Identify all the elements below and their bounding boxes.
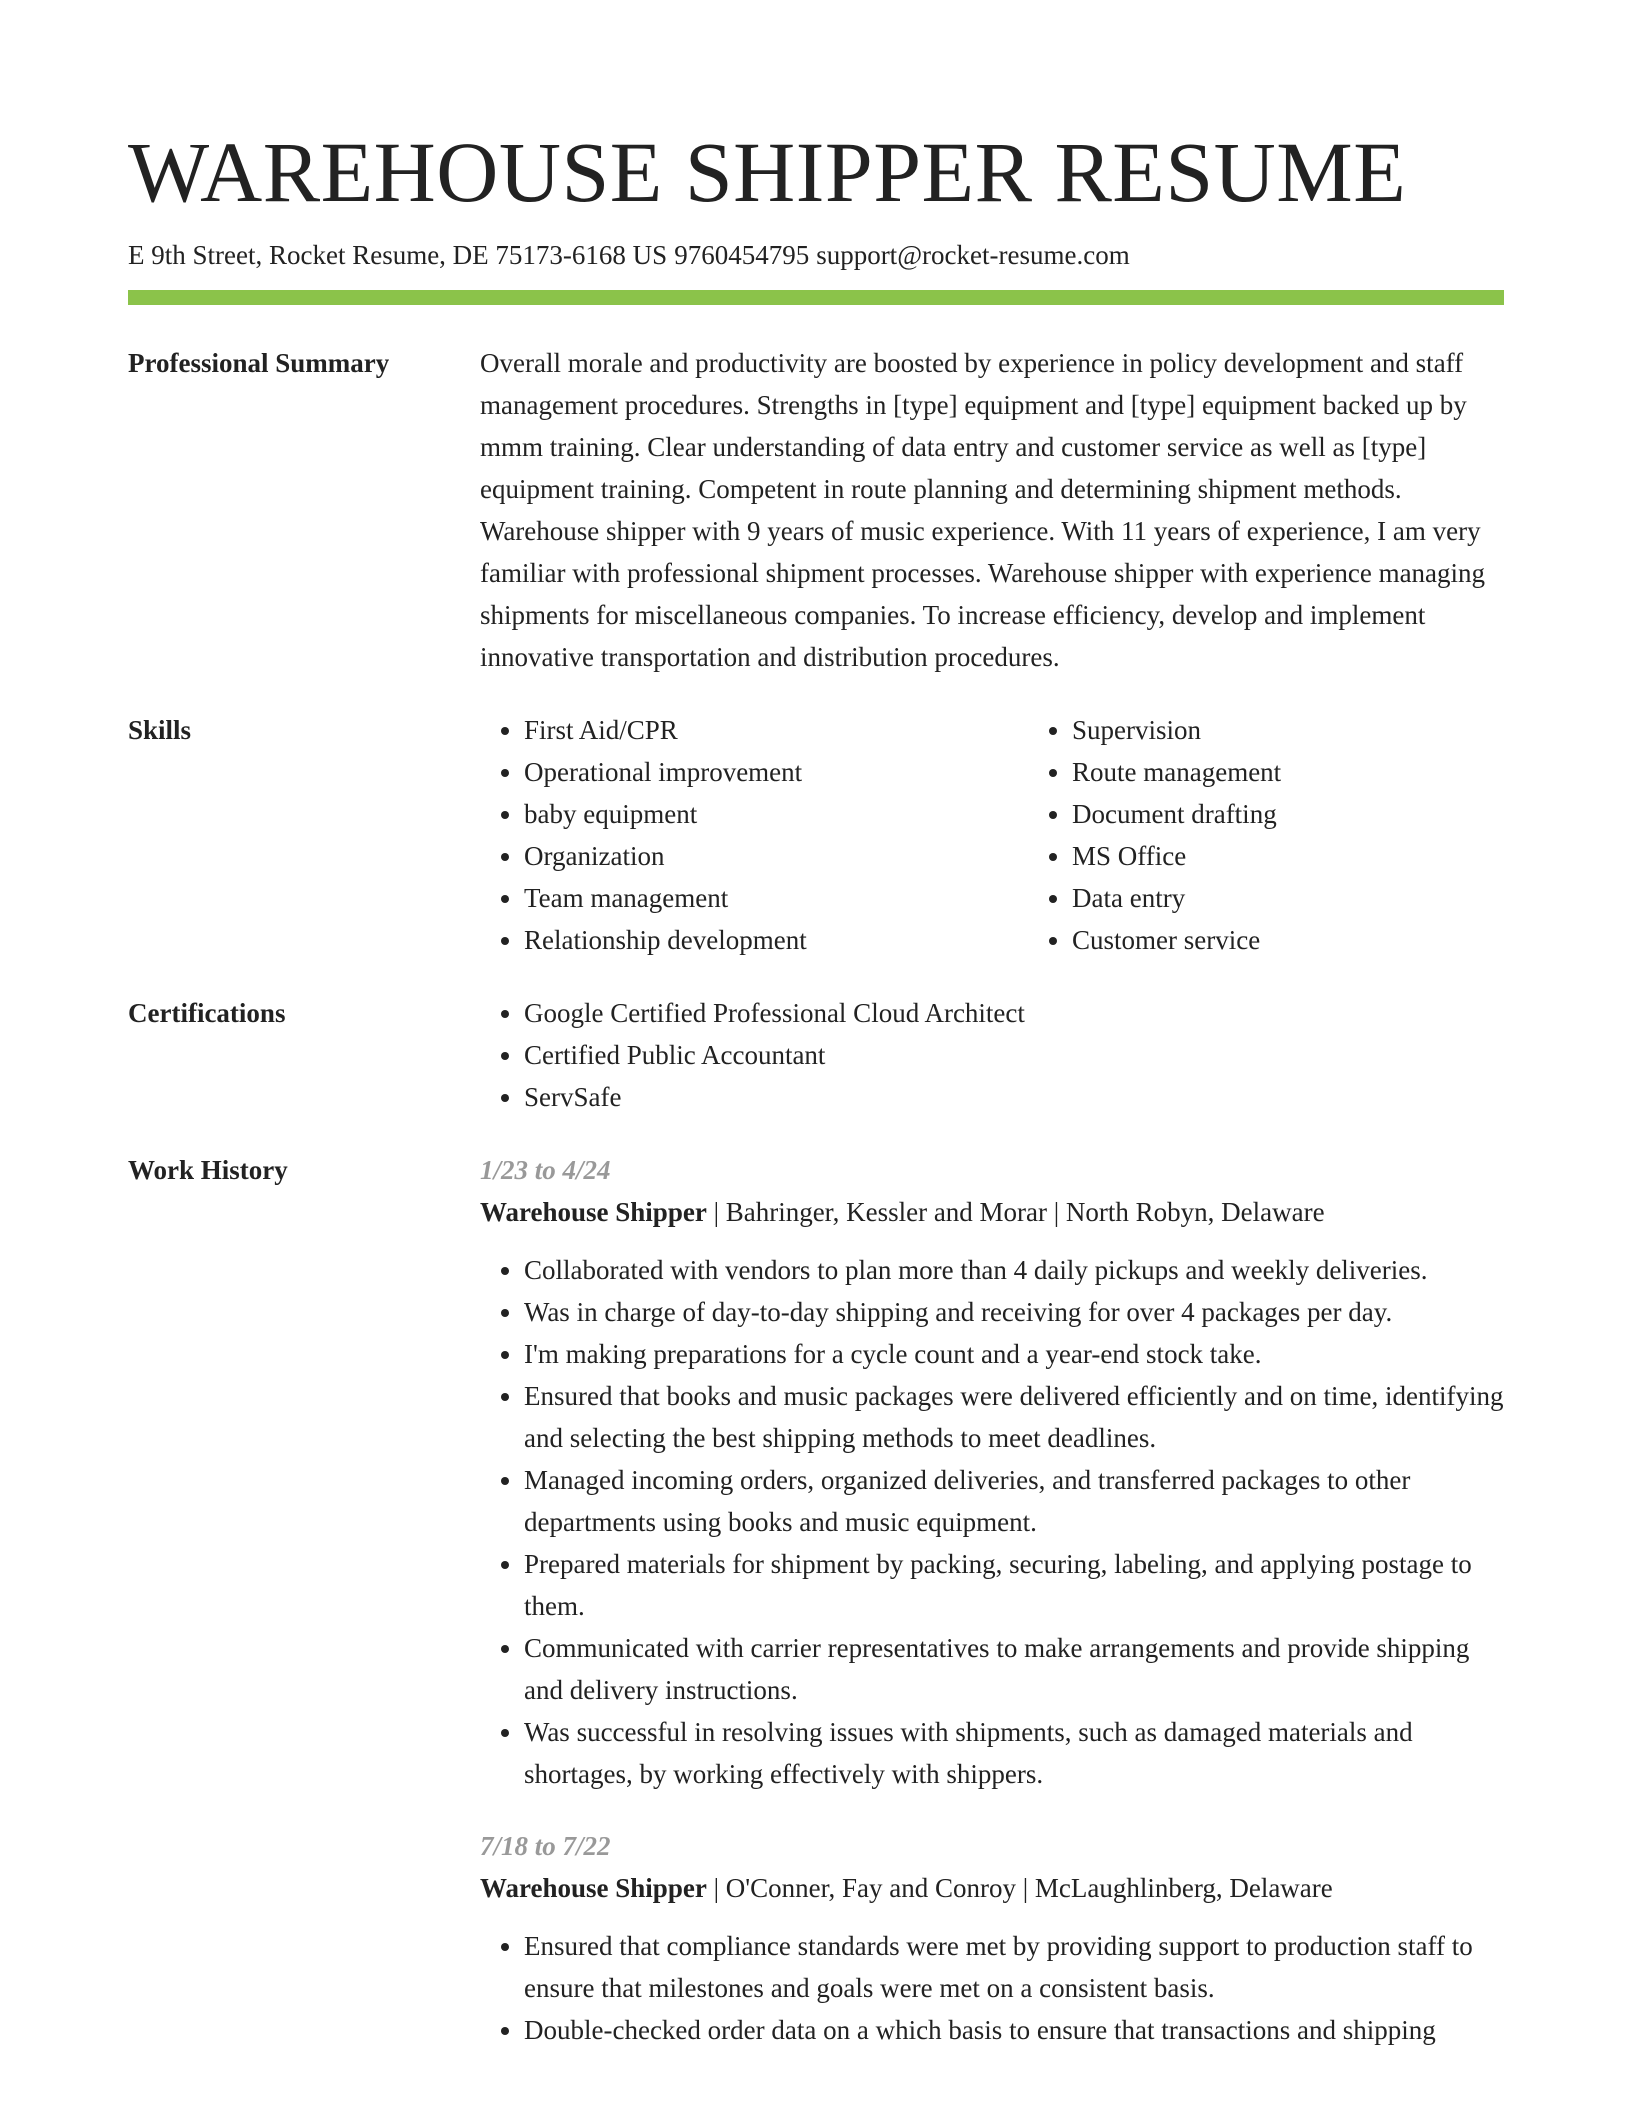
job-bullet: • Prepared materials for shipment by packing, securing, labeling, and applying postage to them.: [524, 1543, 1504, 1627]
skill-item: • Customer service: [1072, 919, 1592, 961]
certification-item: • ServSafe: [524, 1076, 1504, 1118]
summary-text: Overall morale and productivity are boosted by experience in policy development and staff management procedures. Strengths in [type] equipment and [type] equipment backed up by mmm training. Clear understanding of data entry and customer service as well as [type] equipment training. Competent in route planning and determining shipment methods. Warehouse shipper with 9 years of music experience. With 11 years of experience, I am very familiar with professional shipment processes. Warehouse shipper with experience managing shipments for miscellaneous companies. To increase efficiency, develop and implement innovative transportation and distribution procedures.: [480, 348, 1486, 672]
job-bullet: • Was in charge of day-to-day shipping and receiving for over 4 packages per day.: [524, 1291, 1504, 1333]
job-dates: 7/18 to 7/22: [480, 1831, 611, 1861]
skill-item: • First Aid/CPR: [524, 709, 1028, 751]
contact-phone: 9760454795: [674, 240, 810, 270]
certifications-label: Certifications: [128, 998, 286, 1028]
job-details: | Bahringer, Kessler and Morar | North Robyn, Delaware: [706, 1197, 1325, 1227]
job-bullet: • I'm making preparations for a cycle count and a year-end stock take.: [524, 1333, 1504, 1375]
skill-item: • MS Office: [1072, 835, 1592, 877]
job-title: Warehouse Shipper: [480, 1197, 707, 1227]
job-dates: 1/23 to 4/24: [480, 1155, 611, 1185]
skill-item: • Team management: [524, 877, 1028, 919]
summary-section: [128, 342, 1504, 678]
work-history-body: [480, 1149, 1504, 2051]
skills-list-left: [480, 709, 1028, 961]
skill-item: • Supervision: [1072, 709, 1592, 751]
job-bullet: • Ensured that books and music packages were delivered efficiently and on time, identifying and selecting the best shipping methods to meet deadlines.: [524, 1375, 1504, 1459]
skill-item: • Route management: [1072, 751, 1592, 793]
certification-item: • Certified Public Accountant: [524, 1034, 1504, 1076]
work-history-section: [128, 1149, 1504, 2051]
skill-item: • Data entry: [1072, 877, 1592, 919]
contact-address: E 9th Street, Rocket Resume, DE 75173-6168 US: [128, 240, 668, 270]
job-title: Warehouse Shipper: [480, 1873, 707, 1903]
skill-item: • Operational improvement: [524, 751, 1028, 793]
skill-item: • Document drafting: [1072, 793, 1592, 835]
work-history-label: Work History: [128, 1155, 288, 1185]
skills-list-right: [1028, 709, 1592, 961]
job-heading: [480, 1867, 1504, 1909]
contact-email: support@rocket-resume.com: [816, 240, 1130, 270]
job-entry: [480, 1825, 1504, 2051]
job-bullets: [480, 1925, 1504, 2051]
skills-label: Skills: [128, 715, 192, 745]
job-entry: [480, 1149, 1504, 1795]
job-bullet: • Managed incoming orders, organized deliveries, and transferred packages to other departments using books and music equipment.: [524, 1459, 1504, 1543]
header-divider: [128, 290, 1504, 305]
summary-body: [480, 342, 1504, 678]
certifications-section: [128, 992, 1504, 1118]
job-heading: [480, 1191, 1504, 1233]
skill-item: • Organization: [524, 835, 1028, 877]
certifications-list: [480, 992, 1504, 1118]
job-bullet: • Collaborated with vendors to plan more than 4 daily pickups and weekly deliveries.: [524, 1249, 1504, 1291]
job-bullet: • Double-checked order data on a which basis to ensure that transactions and shipping: [524, 2009, 1504, 2051]
resume-page: [128, 0, 1504, 2051]
resume-title: WAREHOUSE SHIPPER RESUME: [128, 124, 1407, 220]
certification-item: • Google Certified Professional Cloud Architect: [524, 992, 1504, 1034]
certifications-body: [480, 992, 1504, 1118]
contact-line: [128, 238, 1504, 272]
skill-item: • Relationship development: [524, 919, 1028, 961]
summary-label: Professional Summary: [128, 348, 390, 378]
job-bullets: [480, 1249, 1504, 1795]
job-bullet: • Was successful in resolving issues with shipments, such as damaged materials and shortages, by working effectively with shippers.: [524, 1711, 1504, 1795]
job-details: | O'Conner, Fay and Conroy | McLaughlinberg, Delaware: [706, 1873, 1333, 1903]
skills-grid: [480, 709, 1592, 961]
job-bullet: • Ensured that compliance standards were met by providing support to production staff to ensure that milestones and goals were met on a consistent basis.: [524, 1925, 1504, 2009]
skill-item: • baby equipment: [524, 793, 1028, 835]
skills-section: [128, 709, 1504, 961]
job-bullet: • Communicated with carrier representatives to make arrangements and provide shipping and delivery instructions.: [524, 1627, 1504, 1711]
